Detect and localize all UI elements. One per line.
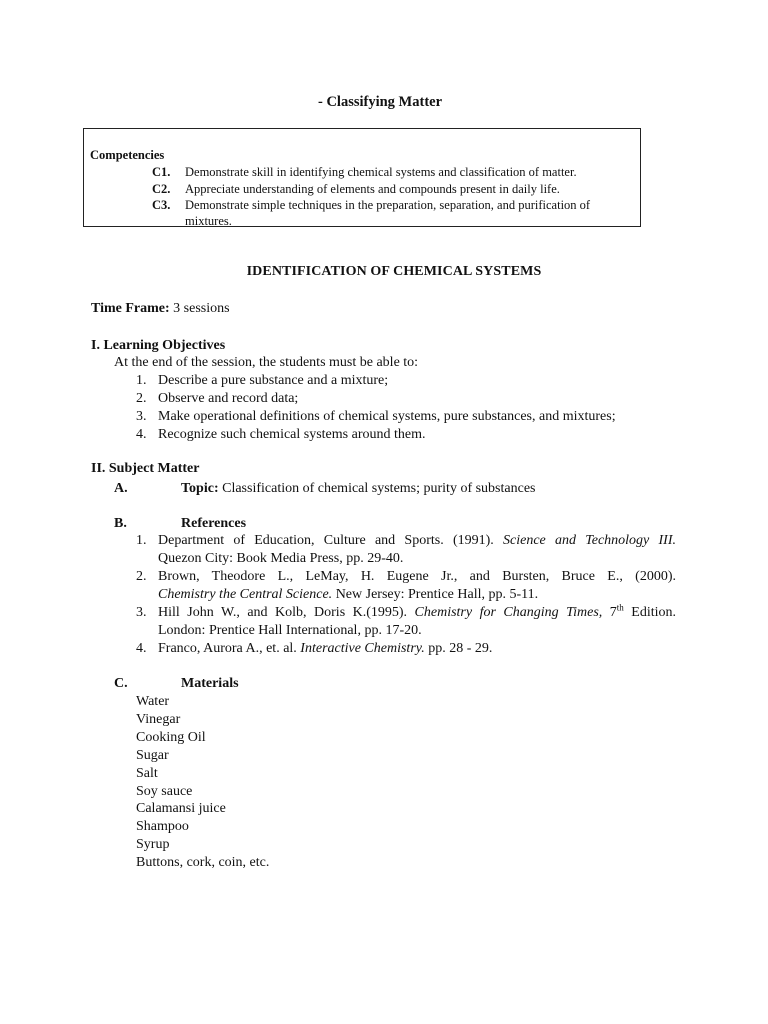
- reference-3-title: Chemistry for Changing Times,: [414, 605, 603, 620]
- references-heading: References: [181, 516, 247, 531]
- topic-value: Classification of chemical systems; purity of substances: [222, 481, 536, 496]
- reference-3-edition-sup: th: [616, 602, 624, 613]
- reference-3-line2: London: Prentice Hall International, pp. 17-20.: [158, 623, 422, 638]
- competency-text-c3-line2: mixtures.: [185, 214, 232, 228]
- objective-num: 4.: [136, 427, 147, 442]
- topic: [181, 480, 536, 498]
- reference-3-edition-num: 7: [602, 605, 617, 620]
- material-item: Soy sauce: [136, 784, 193, 799]
- time-frame: [91, 300, 230, 318]
- material-item: Syrup: [136, 837, 170, 852]
- section-title: IDENTIFICATION OF CHEMICAL SYSTEMS: [246, 264, 542, 279]
- competency-text-c3-line1: Demonstrate simple techniques in the preparation, separation, and purification of: [185, 198, 591, 212]
- materials-heading: Materials: [181, 676, 239, 691]
- reference-1-title: Science and Technology III.: [503, 533, 677, 548]
- competency-code-c3: C3.: [152, 198, 171, 212]
- reference-1-line1: [158, 532, 676, 550]
- material-item: Salt: [136, 766, 158, 781]
- objectives-heading: I. Learning Objectives: [91, 338, 226, 353]
- reference-num: 3.: [136, 605, 147, 620]
- reference-4-line1: [158, 640, 492, 658]
- reference-num: 2.: [136, 569, 147, 584]
- objective-num: 3.: [136, 409, 147, 424]
- document-title: - Classifying Matter: [317, 94, 443, 110]
- competencies-heading: Competencies: [90, 148, 165, 162]
- material-item: Cooking Oil: [136, 730, 206, 745]
- topic-label: Topic:: [181, 481, 219, 496]
- reference-1-authors: Department of Education, Culture and Sports. (1991).: [158, 533, 494, 548]
- reference-2-title: Chemistry the Central Science.: [158, 587, 333, 602]
- objective-text: Describe a pure substance and a mixture;: [158, 373, 389, 388]
- objectives-intro: At the end of the session, the students must be able to:: [114, 355, 419, 370]
- reference-3-edition: Edition.: [623, 605, 676, 620]
- reference-2-line2: [158, 586, 538, 604]
- reference-4-title: Interactive Chemistry.: [300, 641, 425, 656]
- time-frame-value: 3 sessions: [173, 301, 230, 316]
- material-item: Buttons, cork, coin, etc.: [136, 855, 270, 870]
- reference-1-line2: Quezon City: Book Media Press, pp. 29-40.: [158, 551, 404, 566]
- reference-3-line1: [158, 604, 676, 622]
- objective-num: 2.: [136, 391, 147, 406]
- objective-num: 1.: [136, 373, 147, 388]
- objective-text: Recognize such chemical systems around them.: [158, 427, 426, 442]
- reference-3-authors: Hill John W., and Kolb, Doris K.(1995).: [158, 605, 408, 620]
- reference-4-authors: Franco, Aurora A., et. al.: [158, 641, 297, 656]
- materials-letter: C.: [114, 676, 128, 691]
- reference-num: 1.: [136, 533, 147, 548]
- competency-text-c2: Appreciate understanding of elements and compounds present in daily life.: [185, 182, 560, 196]
- subject-matter-heading: II. Subject Matter: [91, 461, 200, 476]
- references-letter: B.: [114, 516, 127, 531]
- competency-text-c1: Demonstrate skill in identifying chemical systems and classification of matter.: [185, 165, 577, 179]
- material-item: Calamansi juice: [136, 801, 226, 816]
- material-item: Shampoo: [136, 819, 189, 834]
- reference-2-publisher: New Jersey: Prentice Hall, pp. 5-11.: [332, 587, 539, 602]
- time-frame-label: Time Frame:: [91, 301, 170, 316]
- material-item: Vinegar: [136, 712, 181, 727]
- topic-letter: A.: [114, 481, 128, 496]
- reference-num: 4.: [136, 641, 147, 656]
- material-item: Water: [136, 694, 170, 709]
- objective-text: Make operational definitions of chemical systems, pure substances, and mixtures;: [158, 409, 616, 424]
- reference-2-line1: Brown, Theodore L., LeMay, H. Eugene Jr., and Bursten, Bruce E., (2000).: [158, 569, 676, 584]
- objective-text: Observe and record data;: [158, 391, 299, 406]
- competency-code-c1: C1.: [152, 165, 171, 179]
- competency-code-c2: C2.: [152, 182, 171, 196]
- reference-4-pages: pp. 28 - 29.: [424, 641, 493, 656]
- material-item: Sugar: [136, 748, 169, 763]
